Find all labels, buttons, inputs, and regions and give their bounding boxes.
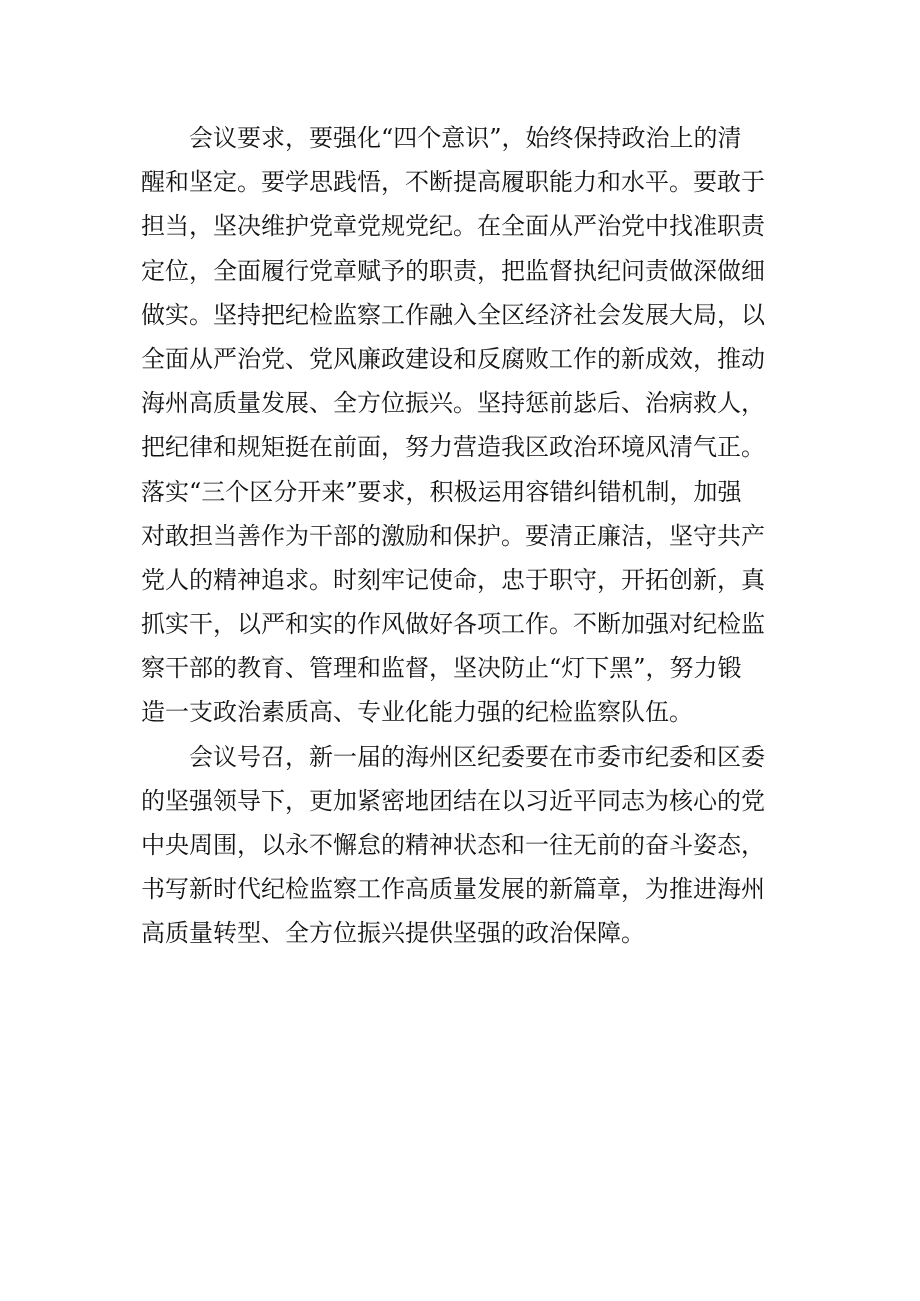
text-line: 对敢担当善作为干部的激励和保护。要清正廉洁，坚守共产 bbox=[141, 521, 765, 550]
text-line: 察干部的教育、管理和监督，坚决防止“灯下黑”，努力锻 bbox=[141, 654, 742, 683]
text-line: 书写新时代纪检监察工作高质量发展的新篇章，为推进海州 bbox=[141, 875, 765, 904]
text-line: 醒和坚定。要学思践悟，不断提高履职能力和水平。要敢于 bbox=[141, 168, 765, 197]
text-line: 中央周围，以永不懈怠的精神状态和一往无前的奋斗姿态， bbox=[141, 831, 765, 859]
paragraph-meeting-requirements bbox=[141, 116, 781, 735]
text-line: 担当，坚决维护党章党规党纪。在全面从严治党中找准职责 bbox=[141, 212, 765, 241]
text-line: 抓实干，以严和实的作风做好各项工作。不断加强对纪检监 bbox=[141, 610, 765, 639]
text-line: 定位，全面履行党章赋予的职责，把监督执纪问责做深做细 bbox=[141, 256, 765, 285]
text-line: 落实“三个区分开来”要求，积极运用容错纠错机制，加强 bbox=[141, 477, 742, 506]
paragraph-meeting-call bbox=[141, 735, 781, 956]
text-line: 党人的精神追求。时刻牢记使命，忠于职守，开拓创新，真 bbox=[141, 565, 765, 594]
text-line: 全面从严治党、党风廉政建设和反腐败工作的新成效，推动 bbox=[141, 344, 765, 373]
text-line: 海州高质量发展、全方位振兴。坚持惩前毖后、治病救人， bbox=[141, 389, 765, 418]
text-line: 会议要求，要强化“四个意识”，始终保持政治上的清 bbox=[141, 124, 742, 152]
text-line: 造一支政治素质高、专业化能力强的纪检监察队伍。 bbox=[141, 698, 693, 727]
text-line: 把纪律和规矩挺在前面，努力营造我区政治环境风清气正。 bbox=[141, 433, 765, 462]
text-line: 做实。坚持把纪检监察工作融入全区经济社会发展大局，以 bbox=[141, 300, 765, 329]
text-line: 的坚强领导下，更加紧密地团结在以习近平同志为核心的党 bbox=[141, 786, 765, 815]
text-line: 会议号召，新一届的海州区纪委要在市委市纪委和区委 bbox=[141, 742, 765, 771]
document-body bbox=[141, 116, 781, 956]
text-line: 高质量转型、全方位振兴提供坚强的政治保障。 bbox=[141, 919, 645, 948]
